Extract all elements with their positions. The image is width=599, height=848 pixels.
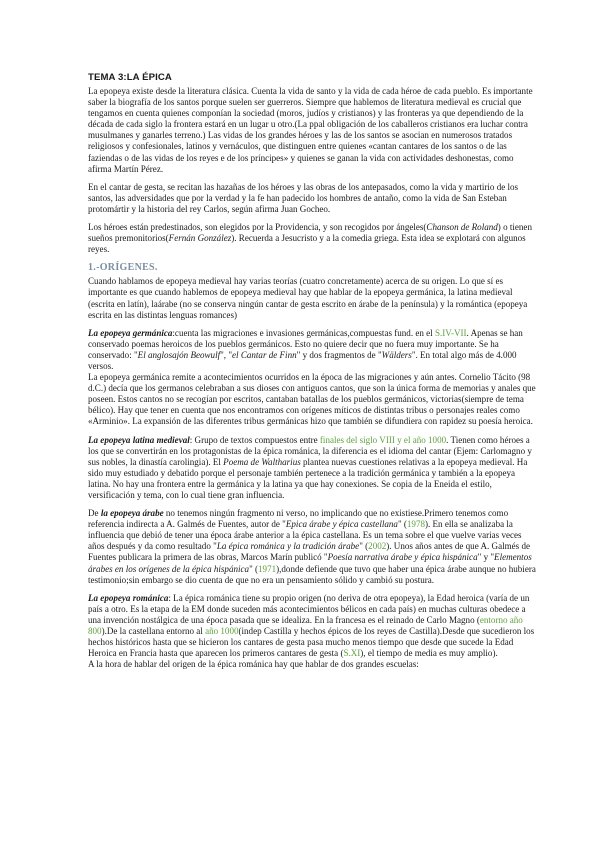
highlight-date: finales del siglo VIII y el año 1000 (319, 434, 447, 445)
paragraph-cantar-de-gesta: En el cantar de gesta, se recitan las hazañas de los héroes y las obras de los antepasados, como la vida y martirio de los santos, las adversidades que por la verdad y la fe han padecido los hombres de antaño, como la vida de San Esteban protomártir y la historia del rey Carlos, según afirma Juan Gocheo. (88, 181, 519, 214)
text-span: plantea nuevas cuestiones relativas a la epopeya medieval. Ha sido muy estudiado y debatido porque el personaje también pertenece a la tradición germánica y también a la epopeya latina. No hay una frontera entre la germánica y la latina ya que hay conexiones. Se copia de la Eneida el estilo, versificación y tema, con lo cual tiene gran influencia. (88, 456, 528, 500)
text-span: ", " (220, 349, 233, 360)
text-span: : Grupo de textos compuestos entre (189, 434, 320, 445)
italic-title: La épica románica y la tradición árabe (216, 541, 360, 552)
text-span: ). Recuerda a Jesucristo y a la comedia griega. Esta idea se explotará con algunos reyes. (88, 233, 526, 255)
text-span: " ( (359, 541, 369, 552)
italic-title: Poema de Waltharius (223, 456, 301, 467)
lead-term: La epopeya románica (88, 592, 169, 603)
document-title: TEMA 3:LA ÉPICA (88, 72, 172, 83)
lead-term: la epopeya árabe (100, 508, 164, 519)
highlight-date: S.XI (343, 648, 361, 659)
text-span: . Apenas se han conservado poemas heroicos de los pueblos germánicos. Esto no quiere decir que no fuera muy importante. Se ha conservado: " (88, 327, 523, 360)
text-span: ) o tienen sueños premonitorios( (88, 222, 532, 244)
paragraph-intro: La epopeya existe desde la literatura clásica. Cuenta la vida de santo y la vida de cada héroe de cada pueblo. Es importante saber la biografía de los santos porque suelen ser guerreros. Siempre que hablemos de literatura medieval es crucial que tengamos en cuenta quienes componían la sociedad (moros, judíos y cristianos) y las fronteras ya que dependiendo de la década de cada siglo la frontera estará en un lugar u otro.(La ppal obligación de los caballeros cristianos era luchar contra musulmanes y ganarles terreno.) Las vidas de los grandes héroes y las de los santos se asocian en numerosos tratados religiosos y confesionales, latinos y vernáculos, que distinguen entre quienes «cantan cantares de los santos o de las faziendas o de las vidas de los reyes e de los príncipes» y quienes se ganan la vida con actividades deshonestas, como afirma Martín Pérez. (88, 86, 533, 174)
italic-title: Fernán González (168, 233, 232, 244)
text-span: ). En ella se analizaba la influencia que debió de tener una época árabe anterior a la épica castellana. Es un tema sobre el que vuelve varias veces años después y da como resultado " (88, 519, 522, 552)
text-span: " ( (397, 519, 407, 530)
paragraph-epopeya-latina (88, 435, 539, 502)
paragraph-epopeya-romanica (88, 593, 539, 660)
paragraph-germanica-continuacion: La epopeya germánica remite a acontecimientos ocurridos en la época de las migraciones y aún antes. Cornelio Tácito (98 d.C.) decía que los germanos celebraban a sus dioses con antiguos cantos, que son la única forma de memorias y anales que poseen. Estos cantos no se recogían por escritos, cantaban batallas de los pueblos germánicos, victorias(siempre de tema bélico). Hay que tener en cuenta que nos encontramos con orígenes míticos de distintas tribus o personajes reales como «Arminio». La expansión de las diferentes tribus germánicas hizo que también se difundiera con rapidez su poesía heroica. (88, 372, 536, 427)
italic-title: Chanson de Roland (426, 222, 498, 233)
italic-title: Wälders (381, 349, 412, 360)
paragraph-origenes: Cuando hablamos de epopeya medieval hay varias teorías (cuatro concretamente) acerca de su origen. Lo que sí es importante es que cuando hablemos de epopeya medieval hay que hablar de la epopeya germánica, la latina medieval (escrita en latín), laárabe (no se conserva ningún cantar de gesta escrito en árabe de la península) y la romántica (epopeya escrita en las distintas lenguas romances) (88, 276, 528, 320)
highlight-date: 2002 (368, 541, 387, 552)
highlight-date: 1978 (406, 519, 425, 530)
text-span: Los héroes están predestinados, son elegidos por la Providencia, y son recogidos por ángeles( (88, 222, 427, 233)
section-heading-origenes: 1.-ORÍGENES. (88, 262, 158, 274)
paragraph-epopeya-arabe (88, 508, 539, 586)
text-span: . Tienen como héroes a los que se convertirán en los protagonistas de la épica románica, la diferencia es el idioma del cantar (Ejem: Carlomagno y sus nobles, la dinastía carolingia). El (88, 434, 532, 467)
text-span: no tenemos ningún fragmento ni verso, no implicando que no existiese.Primero tenemos como referencia indirecta a A. Galmés de Fuentes, autor de " (88, 508, 509, 530)
italic-title: Epica árabe y épica castellana (285, 519, 398, 530)
lead-term: La epopeya latina medieval (88, 434, 190, 445)
text-span: : La épica románica tiene su propio origen (no deriva de otra epopeya), la Edad heroica (varía de un país a otro. Es la etapa de la EM donde suceden más acontecimientos bélicos en cada país) en muchas culturas obedece a una invención nostálgica de una época pasada que se idealiza. En la francesa es el reinado de Carlo Magno ( (88, 592, 530, 625)
text-span: " y " (477, 552, 495, 563)
italic-title: El anglosajón Beowulf (137, 349, 221, 360)
paragraph-heroes (88, 222, 539, 255)
text-span: ". En total algo más de 4.000 versos. (88, 349, 517, 371)
paragraph-epopeya-germanica (88, 328, 539, 372)
text-span: (indep Castilla y hechos épicos de los reyes de Castilla).Desde que sucedieron los hechos históricos hasta que se hicieron los cantares de gesta pasa mucho menos tiempo que desde que sucede la Edad Heroica en Francia hasta que aparecen los primeros cantares de gesta ( (88, 626, 535, 659)
text-span: ). Unos años antes de que A. Galmés de Fuentes publicara la primera de las obras, Marcos Marín publicó " (88, 541, 530, 563)
highlight-date: entorno año 800 (88, 614, 523, 637)
text-span: De (88, 508, 101, 519)
text-span: " y dos fragmentos de " (296, 349, 382, 360)
text-span: " ( (249, 563, 259, 574)
italic-title: Elementos árabes en los orígenes de la épica hispánica (88, 552, 532, 574)
text-span: ), el tiempo de media es muy amplio). (360, 648, 498, 659)
text-span: ).De la castellana entorno al (101, 626, 206, 637)
italic-title: el Cantar de Finn (232, 349, 297, 360)
text-span: :cuenta las migraciones e invasiones germánicas,compuestas fund. en el (172, 327, 435, 338)
italic-title: Poesía narrativa árabe y épica hispánica (327, 552, 478, 563)
lead-term: La epopeya germánica (88, 327, 173, 338)
highlight-date: S.IV-VII (434, 327, 467, 338)
highlight-date: 1971 (258, 563, 277, 574)
highlight-date: año 1000 (205, 626, 239, 637)
text-span: ),donde defiende que tuvo que haber una épica árabe aunque no hubiera testimonio;sin embargo se dio cuenta de que no era un pensamiento sólido y cambió su postura. (88, 563, 536, 585)
paragraph-escuelas: A la hora de hablar del origen de la épica románica hay que hablar de dos grandes escuelas: (88, 659, 419, 670)
